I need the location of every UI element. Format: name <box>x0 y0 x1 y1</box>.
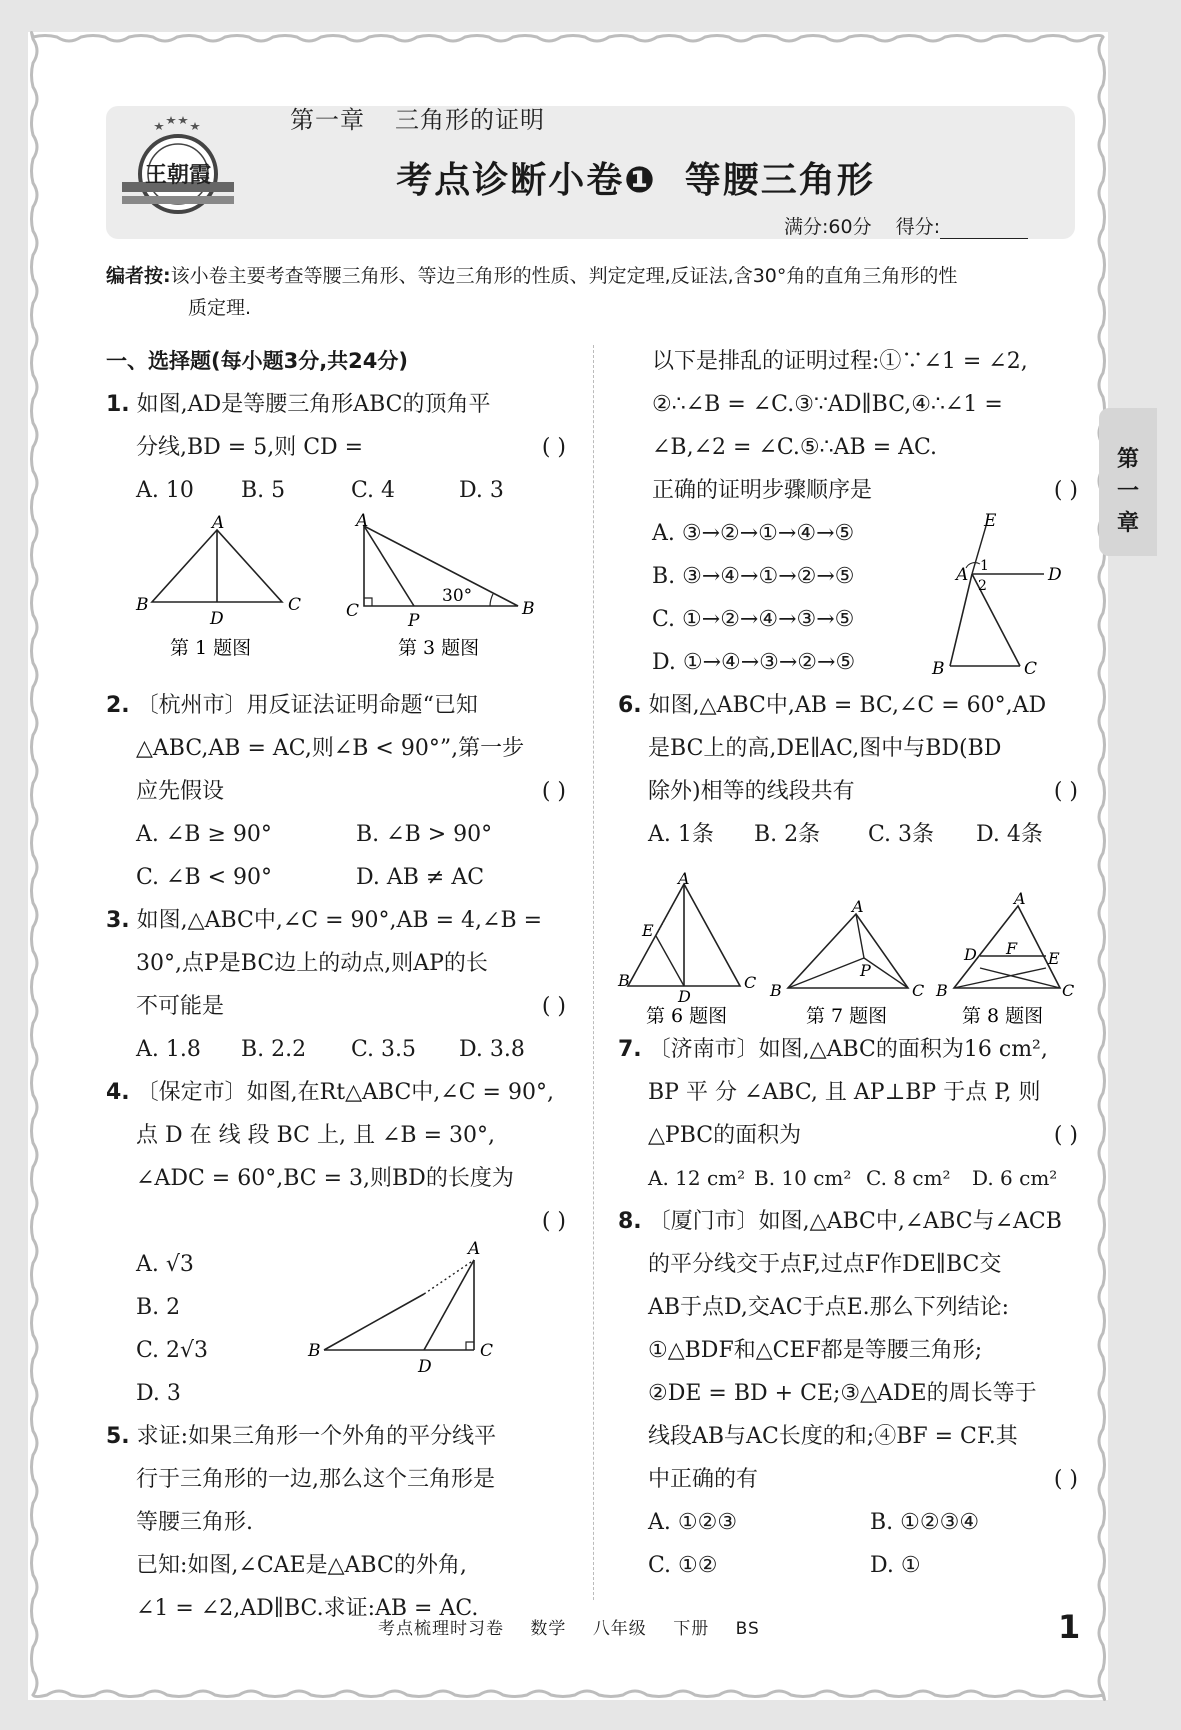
q8-options-row1 <box>618 1501 1078 1544</box>
q1-text-1: 如图,AD是等腰三角形ABC的顶角平 <box>136 392 491 417</box>
q5-answer-paren[interactable]: ( ) <box>1053 478 1078 503</box>
q1-option-c[interactable]: C. 4 <box>351 478 396 503</box>
q4-text-1: 〔保定市〕如图,在Rt△ABC中,∠C = 90°, <box>136 1080 554 1105</box>
score-label: 得分: <box>895 216 941 238</box>
caption-fig3: 第 3 题图 <box>398 637 480 659</box>
q5-text-2: 行于三角形的一边,那么这个三角形是 <box>136 1467 495 1492</box>
side-tab-char-2: 一 <box>1116 479 1139 504</box>
chapter-header <box>290 100 545 135</box>
column-divider <box>593 345 594 1600</box>
svg-text:B: B <box>136 595 149 615</box>
svg-text:D: D <box>210 609 224 629</box>
q4-option-c[interactable]: C. 2√3 <box>136 1338 209 1363</box>
page-number: 1 <box>1058 1608 1081 1646</box>
q6-option-d[interactable]: D. 4条 <box>976 822 1043 847</box>
q5-text-5: ∠1 = ∠2,AD∥BC.求证:AB = AC. <box>136 1596 479 1621</box>
note-label: 编者按: <box>106 265 171 287</box>
footer-term: 下册 <box>673 1619 710 1639</box>
q2-text-3: 应先假设 <box>136 779 225 804</box>
svg-text:E: E <box>1048 949 1060 968</box>
q8-text-6: 线段AB与AC长度的和;④BF = CF.其 <box>648 1424 1018 1449</box>
q6-option-a[interactable]: A. 1条 <box>648 822 714 847</box>
svg-text:B: B <box>932 659 945 679</box>
q7-text-1: 〔济南市〕如图,△ABC的面积为16 cm², <box>648 1037 1048 1062</box>
svg-text:B: B <box>522 599 535 619</box>
figure-q6 <box>612 869 762 1027</box>
footer-edition: BS <box>735 1619 760 1639</box>
figure-q7 <box>768 897 928 1027</box>
svg-text:A: A <box>468 1239 481 1259</box>
q6-text-3: 除外)相等的线段共有 <box>648 779 855 804</box>
svg-text:A: A <box>956 565 969 585</box>
q8-option-a[interactable]: A. ①②③ <box>648 1510 738 1535</box>
q4-text-3: ∠ADC = 60°,BC = 3,则BD的长度为 <box>136 1166 514 1191</box>
q7-options <box>618 1157 1078 1200</box>
q4-text-2: 点 D 在 线 段 BC 上, 且 ∠B = 30°, <box>136 1123 495 1148</box>
q1-text-2: 分线,BD = 5,则 CD = <box>136 435 364 460</box>
q5-option-b[interactable]: B. ③→④→①→②→⑤ <box>652 564 855 589</box>
q2-text-1: 〔杭州市〕用反证法证明命题“已知 <box>136 693 478 718</box>
note-text-2: 质定理. <box>188 297 252 319</box>
editor-note <box>106 260 1076 324</box>
q3-text-1: 如图,△ABC中,∠C = 90°,AB = 4,∠B = <box>136 908 543 933</box>
q3-answer-paren[interactable]: ( ) <box>541 994 566 1019</box>
q7-option-d[interactable]: D. 6 cm² <box>972 1166 1058 1190</box>
svg-text:C: C <box>288 595 302 615</box>
quiz-title: 考点诊断小卷❶ <box>396 160 657 201</box>
score-line <box>784 212 1028 239</box>
q6-options <box>618 813 1078 856</box>
question-2 <box>106 684 566 899</box>
q5-text-3: 等腰三角形. <box>136 1510 253 1535</box>
svg-text:E: E <box>984 511 997 531</box>
score-blank[interactable] <box>940 220 1028 239</box>
q6-answer-paren[interactable]: ( ) <box>1053 779 1078 804</box>
q7-option-a[interactable]: A. 12 cm² <box>648 1166 746 1190</box>
q2-option-a[interactable]: A. ∠B ≥ 90° <box>136 822 272 847</box>
figure-q1 <box>130 513 310 660</box>
figure-q5 <box>930 512 1060 678</box>
q6-option-c[interactable]: C. 3条 <box>868 822 935 847</box>
q7-text-3: △PBC的面积为 <box>648 1123 802 1148</box>
q5-text-1: 求证:如果三角形一个外角的平分线平 <box>136 1424 497 1449</box>
q5-text-4: 已知:如图,∠CAE是△ABC的外角, <box>136 1553 467 1578</box>
q8-number: 8. <box>618 1209 642 1234</box>
footer-grade: 八年级 <box>592 1619 647 1639</box>
q6-option-b[interactable]: B. 2条 <box>754 822 821 847</box>
q2-text-2: △ABC,AB = AC,则∠B < 90°”,第一步 <box>136 736 525 761</box>
q3-option-d[interactable]: D. 3.8 <box>459 1037 525 1062</box>
q5-text-8: ∠B,∠2 = ∠C.⑤∴AB = AC. <box>652 435 938 460</box>
svg-text:E: E <box>642 921 654 940</box>
q8-text-7: 中正确的有 <box>648 1467 759 1492</box>
side-tab-char-1: 第 <box>1116 447 1139 472</box>
q6-number: 6. <box>618 693 642 718</box>
q3-text-2: 30°,点P是BC边上的动点,则AP的长 <box>136 951 488 976</box>
q5-text-9: 正确的证明步骤顺序是 <box>652 478 873 503</box>
svg-text:A: A <box>212 513 225 533</box>
full-score: 满分:60分 <box>784 216 872 238</box>
svg-text:P: P <box>408 611 420 631</box>
q8-text-3: AB于点D,交AC于点E.那么下列结论: <box>648 1295 1010 1320</box>
q1-number: 1. <box>106 392 130 417</box>
q1-answer-paren[interactable]: ( ) <box>541 435 566 460</box>
chapter-title: 三角形的证明 <box>395 106 545 134</box>
question-8 <box>618 1200 1078 1587</box>
svg-text:D: D <box>964 945 977 964</box>
chapter-number: 第一章 <box>290 106 365 134</box>
svg-text:A: A <box>852 897 864 916</box>
svg-text:C: C <box>346 601 360 621</box>
q8-text-5: ②DE = BD + CE;③△ADE的周长等于 <box>648 1381 1037 1406</box>
q8-text-2: 的平分线交于点F,过点F作DE∥BC交 <box>648 1252 1002 1277</box>
q3-number: 3. <box>106 908 130 933</box>
q5-text-6: 以下是排乱的证明过程:①∵∠1 = ∠2, <box>652 349 1028 374</box>
svg-text:D: D <box>418 1357 432 1377</box>
chapter-side-tab[interactable] <box>1099 408 1157 556</box>
note-text-1: 该小卷主要考查等腰三角形、等边三角形的性质、判定定理,反证法,含30°角的直角三角形的性 <box>170 265 958 287</box>
q5-option-c[interactable]: C. ①→②→④→③→⑤ <box>652 607 855 632</box>
figure-q3 <box>342 511 542 660</box>
q8-option-b[interactable]: B. ①②③④ <box>870 1510 980 1535</box>
svg-text:B: B <box>618 971 630 990</box>
q1-options <box>106 469 566 512</box>
q8-text-1: 〔厦门市〕如图,△ABC中,∠ABC与∠ACB <box>648 1209 1062 1234</box>
q4-number: 4. <box>106 1080 130 1105</box>
svg-text:2: 2 <box>978 578 987 594</box>
footer-subject: 数学 <box>530 1619 567 1639</box>
svg-text:30°: 30° <box>442 586 473 606</box>
q4-option-a[interactable]: A. √3 <box>136 1252 194 1277</box>
q4-answer-paren[interactable]: ( ) <box>541 1209 566 1234</box>
q6-text-2: 是BC上的高,DE∥AC,图中与BD(BD <box>648 736 1002 761</box>
svg-text:C: C <box>744 973 757 992</box>
svg-text:A: A <box>1014 889 1026 908</box>
q8-option-c[interactable]: C. ①② <box>648 1553 718 1578</box>
q3-option-b[interactable]: B. 2.2 <box>241 1037 307 1062</box>
q7-text-2: BP 平 分 ∠ABC, 且 AP⊥BP 于点 P, 则 <box>648 1080 1041 1105</box>
side-tab-char-3: 章 <box>1116 511 1139 536</box>
q4-option-d[interactable]: D. 3 <box>136 1381 181 1406</box>
caption-fig8: 第 8 题图 <box>962 1005 1044 1027</box>
q7-answer-paren[interactable]: ( ) <box>1053 1123 1078 1148</box>
svg-text:C: C <box>912 981 925 1000</box>
q2-option-c[interactable]: C. ∠B < 90° <box>136 865 273 890</box>
q3-option-c[interactable]: C. 3.5 <box>351 1037 417 1062</box>
figure-q8 <box>928 889 1078 1027</box>
page-title <box>0 152 1181 203</box>
section-title: 一、选择题(每小题3分,共24分) <box>106 349 409 373</box>
q3-option-a[interactable]: A. 1.8 <box>136 1037 201 1062</box>
q2-option-d[interactable]: D. AB ≠ AC <box>356 865 485 890</box>
q1-option-d[interactable]: D. 3 <box>459 478 504 503</box>
svg-text:F: F <box>1006 939 1018 958</box>
svg-text:A: A <box>678 869 690 888</box>
q3-text-3: 不可能是 <box>136 994 225 1019</box>
svg-text:C: C <box>1024 659 1038 679</box>
question-7 <box>618 1028 1078 1200</box>
question-3 <box>106 899 566 1071</box>
figure-q4 <box>304 1238 504 1378</box>
topic-title: 等腰三角形 <box>684 160 875 201</box>
svg-text:D: D <box>678 987 691 1006</box>
svg-text:1: 1 <box>980 558 989 574</box>
svg-text:P: P <box>860 961 871 980</box>
svg-text:C: C <box>480 1341 494 1361</box>
q2-option-b[interactable]: B. ∠B > 90° <box>356 822 493 847</box>
svg-text:C: C <box>1062 981 1075 1000</box>
q7-option-b[interactable]: B. 10 cm² <box>754 1166 852 1190</box>
svg-text:B: B <box>308 1341 321 1361</box>
q8-option-d[interactable]: D. ① <box>870 1553 921 1578</box>
q2-options-row1 <box>106 813 566 856</box>
page-footer <box>378 1614 780 1639</box>
logo-text: 王朝霞 <box>144 163 212 188</box>
svg-text:D: D <box>1048 565 1062 585</box>
q3-options <box>106 1028 566 1071</box>
q5-text-7: ②∴∠B = ∠C.③∵AD∥BC,④∴∠1 = <box>652 392 1003 417</box>
q7-number: 7. <box>618 1037 642 1062</box>
q8-text-4: ①△BDF和△CEF都是等腰三角形; <box>648 1338 983 1363</box>
q1-option-a[interactable]: A. 10 <box>136 478 194 503</box>
q2-options-row2 <box>106 856 566 899</box>
q5-number: 5. <box>106 1424 130 1449</box>
q2-answer-paren[interactable]: ( ) <box>541 779 566 804</box>
q1-option-b[interactable]: B. 5 <box>241 478 286 503</box>
q7-option-c[interactable]: C. 8 cm² <box>866 1166 951 1190</box>
q5-option-d[interactable]: D. ①→④→③→②→⑤ <box>652 650 856 675</box>
caption-fig7: 第 7 题图 <box>806 1005 888 1027</box>
q8-options-row2 <box>618 1544 1078 1587</box>
q8-answer-paren[interactable]: ( ) <box>1053 1467 1078 1492</box>
svg-text:A: A <box>356 511 369 531</box>
caption-fig6: 第 6 题图 <box>646 1005 728 1027</box>
caption-fig1: 第 1 题图 <box>170 637 252 659</box>
q5-option-a[interactable]: A. ③→②→①→④→⑤ <box>652 521 855 546</box>
q2-number: 2. <box>106 693 130 718</box>
q4-option-b[interactable]: B. 2 <box>136 1295 181 1320</box>
svg-text:B: B <box>770 981 782 1000</box>
question-5 <box>106 1415 566 1630</box>
footer-book: 考点梳理时习卷 <box>378 1619 504 1639</box>
svg-text:B: B <box>936 981 948 1000</box>
q6-text-1: 如图,△ABC中,AB = BC,∠C = 60°,AD <box>648 693 1047 718</box>
